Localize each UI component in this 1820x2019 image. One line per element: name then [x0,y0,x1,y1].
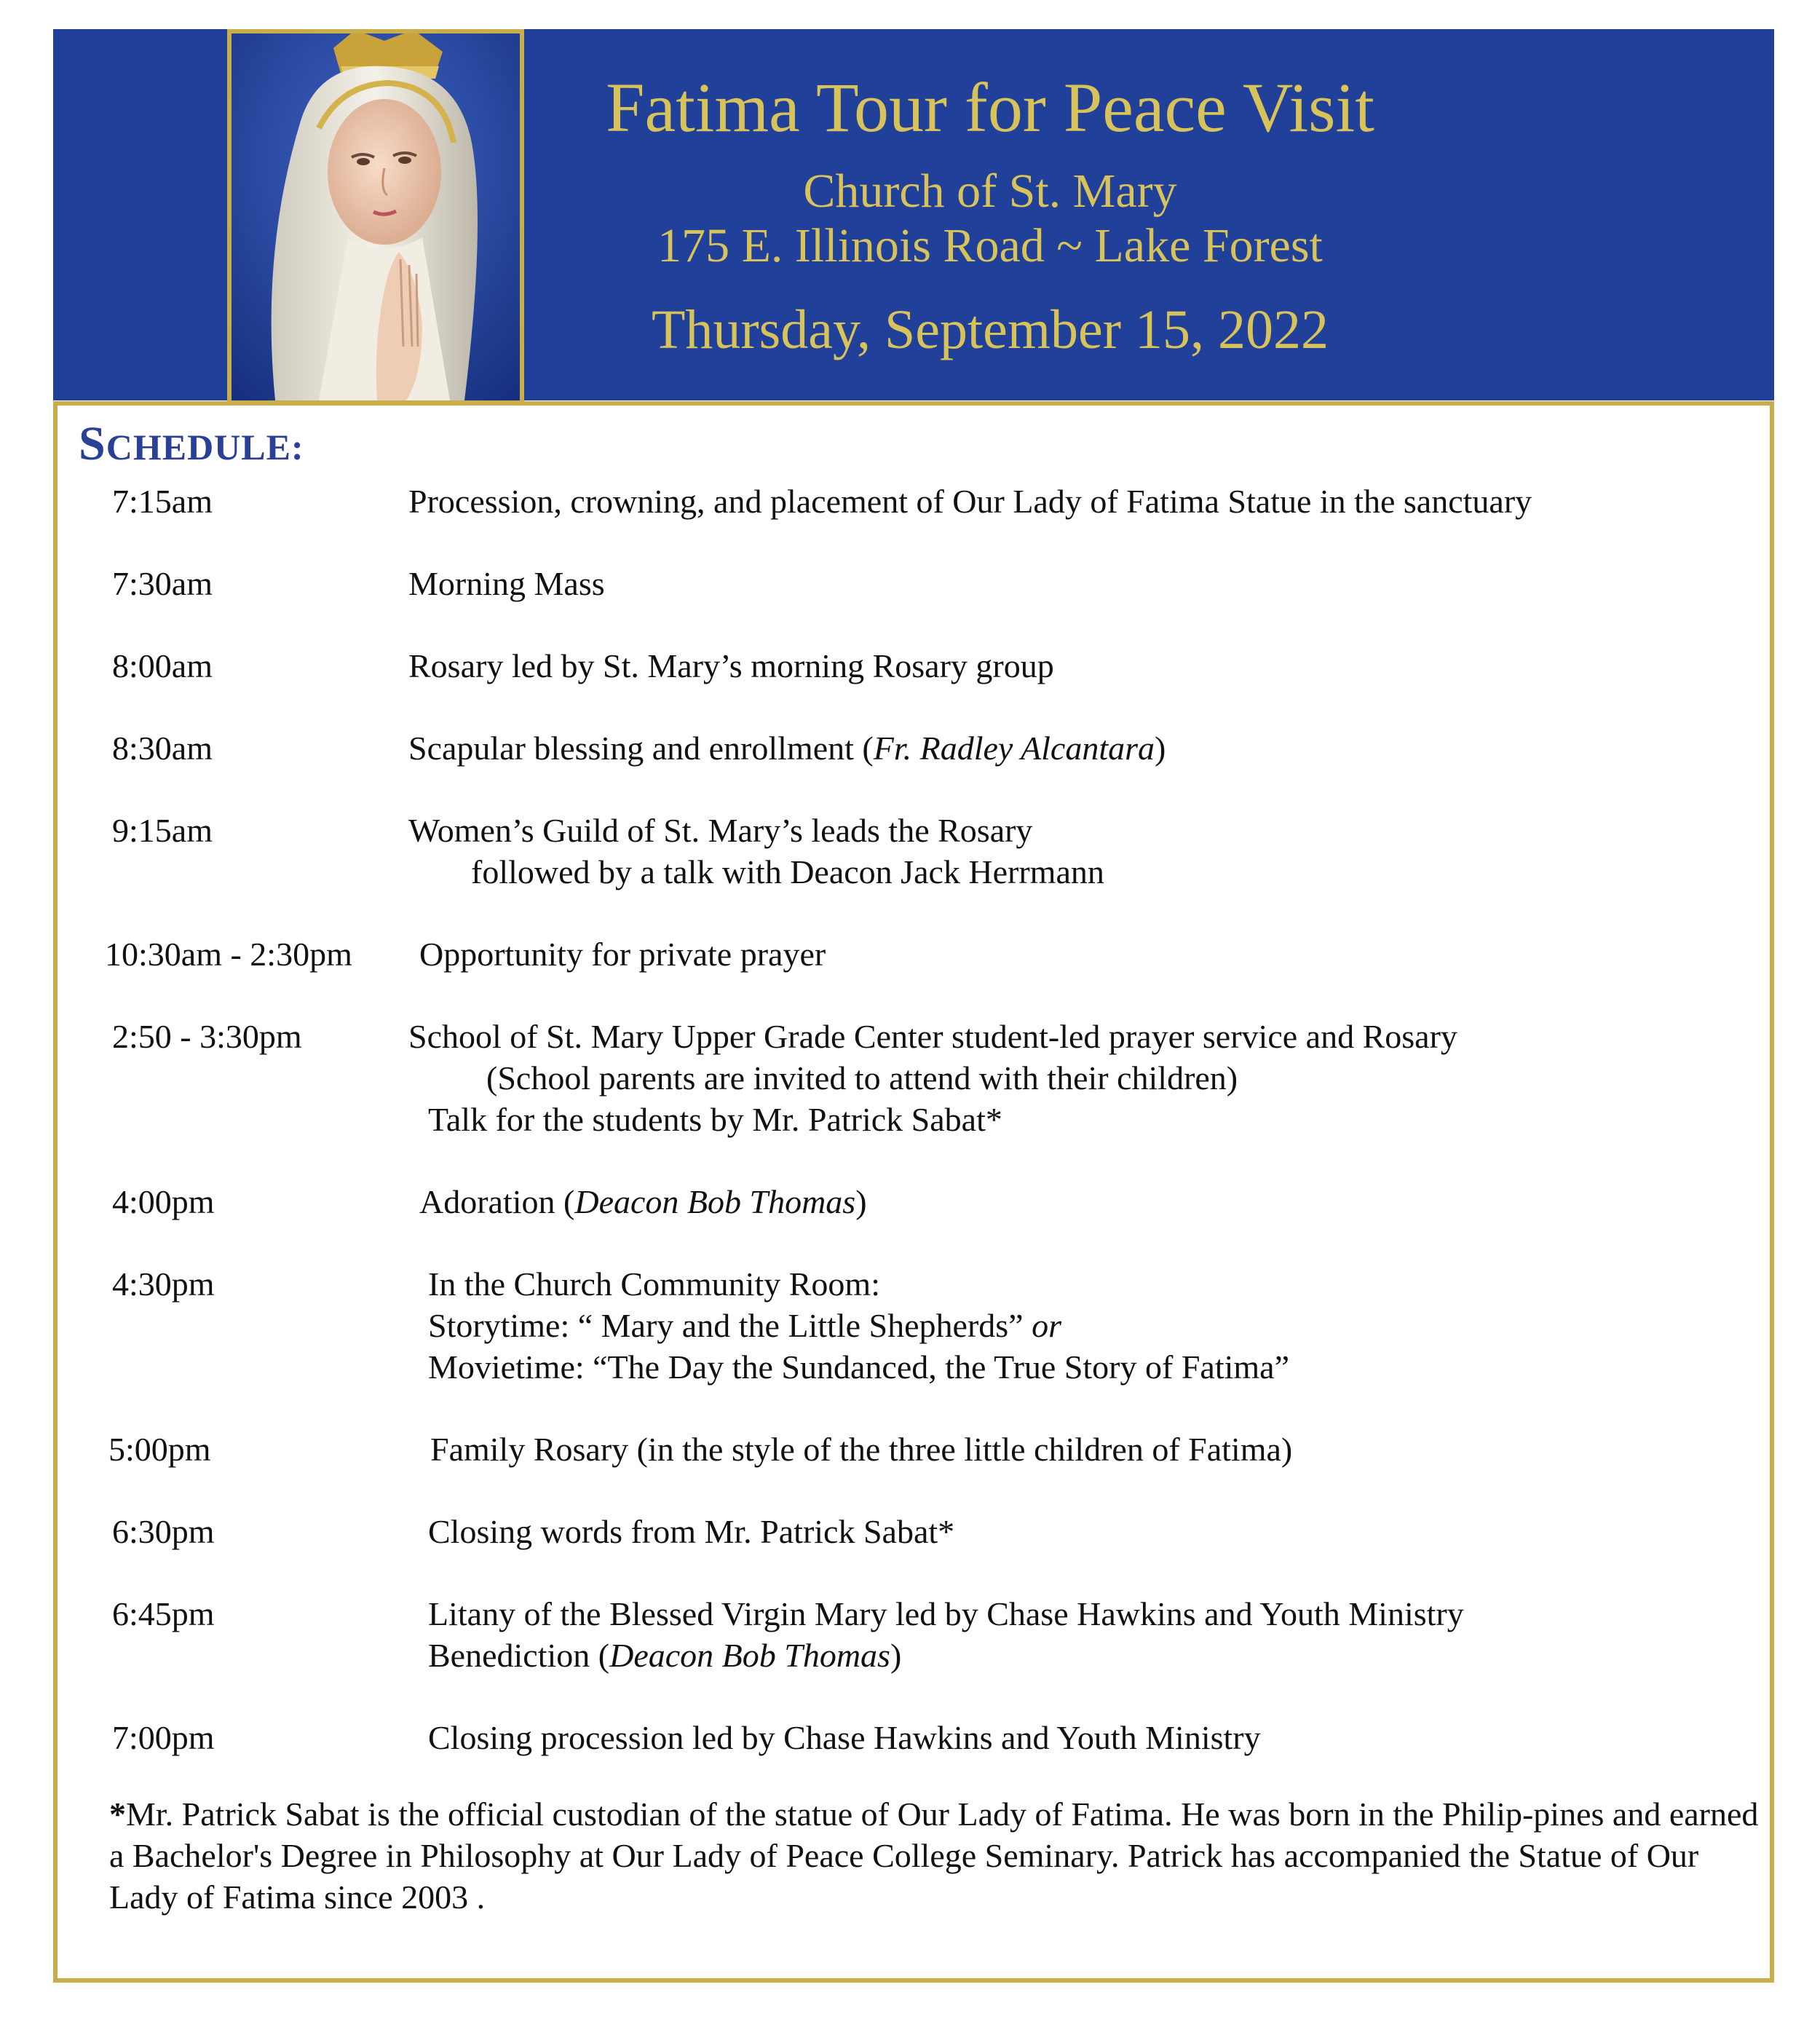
schedule-time: 10:30am - 2:30pm [105,936,352,973]
schedule-activity: In the Church Community Room: [428,1265,880,1303]
schedule-time: 7:30am [112,565,213,602]
schedule-time: 8:00am [112,647,213,684]
schedule-activity: Litany of the Blessed Virgin Mary led by Chase Hawkins and Youth Ministry [428,1595,1464,1632]
schedule-time: 6:45pm [112,1595,215,1632]
schedule-activity: Opportunity for private prayer [419,936,826,973]
church-address: 175 E. Illinois Road ~ Lake Forest [657,219,1323,272]
schedule-time: 5:00pm [108,1431,211,1468]
officiant-name: Deacon Bob Thomas [609,1637,890,1674]
schedule-time: 7:15am [112,483,213,520]
schedule-activity-detail: (School parents are invited to attend with their children) [486,1059,1238,1097]
schedule-activity: Morning Mass [408,565,605,602]
event-title: Fatima Tour for Peace Visit [606,68,1374,146]
schedule-activity-detail: Talk for the students by Mr. Patrick Sabat* [428,1101,1002,1138]
schedule-time: 4:30pm [112,1265,215,1303]
schedule-heading: SCHEDULE: [79,417,304,470]
schedule-activity: Adoration (Deacon Bob Thomas) [419,1183,867,1220]
schedule-activity: Closing words from Mr. Patrick Sabat* [428,1513,955,1550]
schedule-activity: Closing procession led by Chase Hawkins and Youth Ministry [428,1719,1261,1756]
schedule-time: 9:15am [112,812,213,849]
schedule-time: 7:00pm [112,1719,215,1756]
schedule-activity-detail: Movietime: “The Day the Sundanced, the True Story of Fatima” [428,1348,1289,1386]
church-name: Church of St. Mary [803,165,1177,218]
schedule-time: 6:30pm [112,1513,215,1550]
schedule-activity: Rosary led by St. Mary’s morning Rosary group [408,647,1054,684]
schedule-activity: Scapular blessing and enrollment (Fr. Radley Alcantara) [408,730,1166,767]
schedule-activity-detail: followed by a talk with Deacon Jack Herrmann [471,853,1104,890]
schedule-activity-detail: Benediction (Deacon Bob Thomas) [428,1637,902,1674]
schedule-activity: Procession, crowning, and placement of Our Lady of Fatima Statue in the sanctuary [408,483,1532,520]
praying-madonna-icon [227,29,524,405]
schedule-activity: Women’s Guild of St. Mary’s leads the Rosary [408,812,1033,849]
schedule-time: 2:50 - 3:30pm [112,1018,302,1055]
officiant-name: Fr. Radley Alcantara [873,730,1155,767]
schedule-activity-detail: Storytime: “ Mary and the Little Shepherds” or [428,1307,1061,1344]
schedule-time: 8:30am [112,730,213,767]
event-date: Thursday, September 15, 2022 [651,299,1329,360]
schedule-activity: School of St. Mary Upper Grade Center student-led prayer service and Rosary [408,1018,1457,1055]
schedule-time: 4:00pm [112,1183,215,1220]
schedule-activity: Family Rosary (in the style of the three little children of Fatima) [430,1431,1293,1468]
officiant-name: Deacon Bob Thomas [574,1183,856,1220]
custodian-footnote: *Mr. Patrick Sabat is the official custodian of the statue of Our Lady of Fatima. He was born in the Philip-pines and earned a Bachelor's Degree in Philosophy at Our Lady of Peace College Seminary. Patrick has accompanied the Statue of Our Lady of Fatima since 2003 . [109,1795,1759,1916]
